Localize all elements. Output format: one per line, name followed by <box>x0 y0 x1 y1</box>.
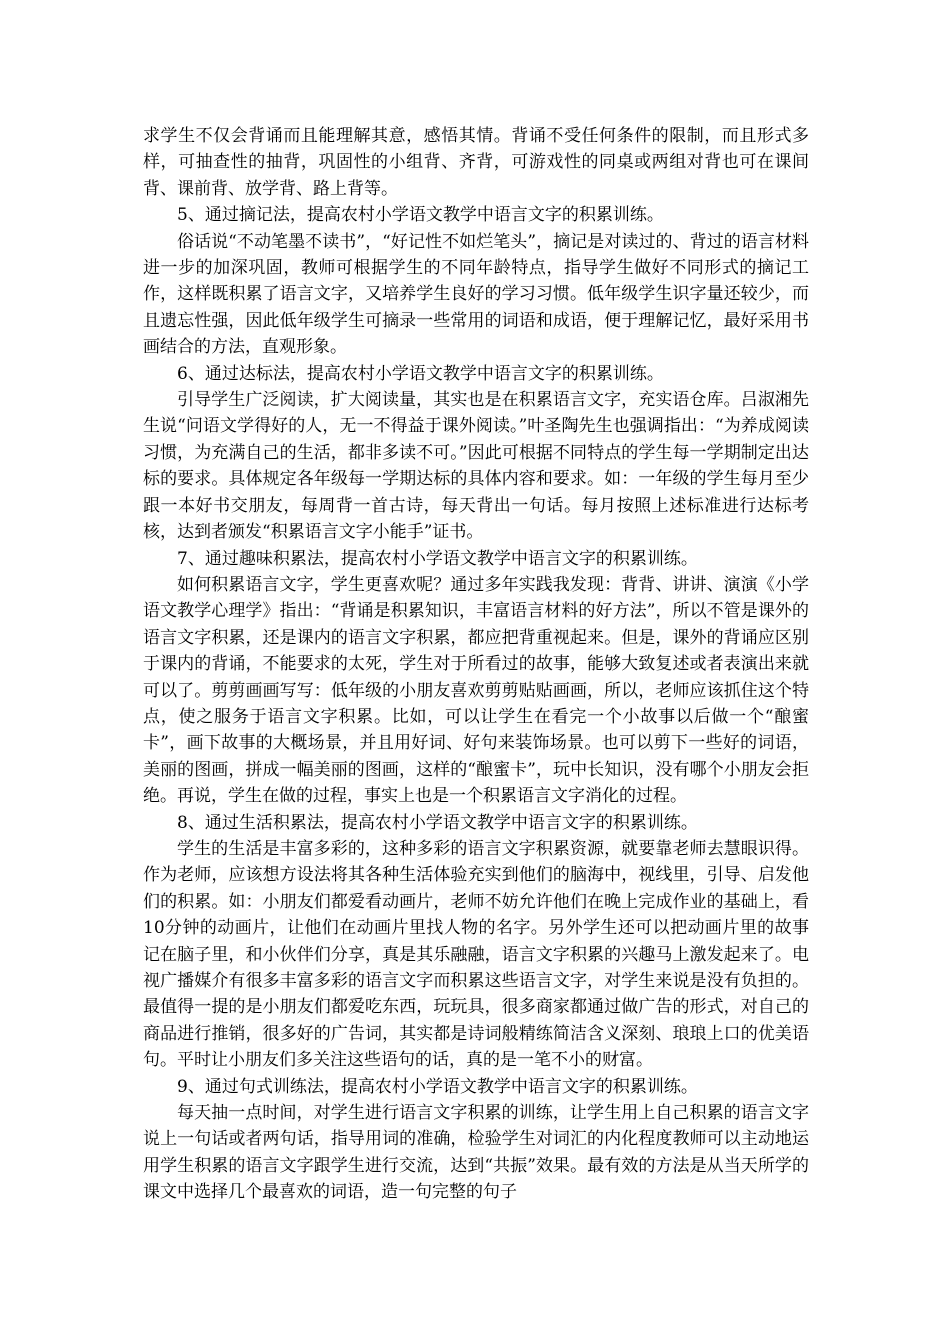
paragraph-fun-method: 如何积累语言文字，学生更喜欢呢？通过多年实践我发现：背背、讲讲、演演《小学语文教学心理学》指出：“背诵是积累知识，丰富语言材料的好方法”，所以不管是课外的语言文字积累，还是课内的语言文字积累，都应把背重视起来。但是，课外的背诵应区别于课内的背诵，不能要求的太死，学生对于所看过的故事，能够大致复述或者表演出来就可以了。剪剪画画写写：低年级的小朋友喜欢剪剪贴贴画画，所以，老师应该抓住这个特点，使之服务于语言文字积累。比如，可以让学生在看完一个小故事以后做一个“酿蜜卡”，画下故事的大概场景，并且用好词、好句来装饰场景。也可以剪下一些好的词语，美丽的图画，拼成一幅美丽的图画，这样的“酿蜜卡”，玩中长知识，没有哪个小朋友会拒绝。再说，学生在做的过程，事实上也是一个积累语言文字消化的过程。 <box>143 574 809 807</box>
heading-5-excerpt-method: 5、通过摘记法，提高农村小学语文教学中语言文字的积累训练。 <box>177 205 664 226</box>
document-body <box>143 123 809 1206</box>
paragraph-sentence-method: 每天抽一点时间，对学生进行语言文字积累的训练，让学生用上自己积累的语言文字说上一句话或者两句话，指导用词的准确，检验学生对词汇的内化程度教师可以主动地运用学生积累的语言文字跟学生进行交流，达到“共振”效果。最有效的方法是从当天所学的课文中选择几个最喜欢的词语，造一句完整的句子 <box>143 1103 809 1203</box>
heading-6-standard-method: 6、通过达标法，提高农村小学语文教学中语言文字的积累训练。 <box>177 363 664 384</box>
paragraph-life-method: 学生的生活是丰富多彩的，这种多彩的语言文字积累资源，就要靠老师去慧眼识得。作为老师，应该想方设法将其各种生活体验充实到他们的脑海中，视线里，引导、启发他们的积累。如：小朋友们都爱看动画片，老师不妨允许他们在晚上完成作业的基础上，看10分钟的动画片，让他们在动画片里找人物的名字。另外学生还可以把动画片里的故事记在脑子里，和小伙伴们分享，真是其乐融融，语言文字积累的兴趣马上激发起来了。电视广播媒介有很多丰富多彩的语言文字而积累这些语言文字，对学生来说是没有负担的。最值得一提的是小朋友们都爱吃东西，玩玩具，很多商家都通过做广告的形式，对自己的商品进行推销，很多好的广告词，其实都是诗词般精练简洁含义深刻、琅琅上口的优美语句。平时让小朋友们多关注这些语句的话，真的是一笔不小的财富。 <box>143 838 809 1071</box>
heading-7-fun-method: 7、通过趣味积累法，提高农村小学语文教学中语言文字的积累训练。 <box>177 548 698 569</box>
heading-8-life-method: 8、通过生活积累法，提高农村小学语文教学中语言文字的积累训练。 <box>177 812 698 833</box>
heading-9-sentence-method: 9、通过句式训练法，提高农村小学语文教学中语言文字的积累训练。 <box>177 1076 698 1097</box>
paragraph-excerpt-method: 俗话说“不动笔墨不读书”，“好记性不如烂笔头”，摘记是对读过的、背过的语言材料进一步的加深巩固，教师可根据学生的不同年龄特点，指导学生做好不同形式的摘记工作，这样既积累了语言文字，又培养学生良好的学习习惯。低年级学生识字量还较少，而且遗忘性强，因此低年级学生可摘录一些常用的词语和成语，便于理解记忆，最好采用书画结合的方法，直观形象。 <box>143 231 809 358</box>
paragraph-1: 求学生不仅会背诵而且能理解其意，感悟其情。背诵不受任何条件的限制，而且形式多样，可抽查性的抽背，巩固性的小组背、齐背，可游戏性的同桌或两组对背也可在课间背、课前背、放学背、路上背等。 <box>143 126 809 199</box>
paragraph-standard-method: 引导学生广泛阅读，扩大阅读量，其实也是在积累语言文字，充实语仓库。吕淑湘先生说“问语文学得好的人，无一不得益于课外阅读。”叶圣陶先生也强调指出：“为养成阅读习惯，为充满自己的生活，都非多读不可。”因此可根据不同特点的学生每一学期制定出达标的要求。具体规定各年级每一学期达标的具体内容和要求。如：一年级的学生每月至少跟一本好书交朋友，每周背一首古诗，每天背出一句话。每月按照上述标准进行达标考核，达到者颁发“积累语言文字小能手”证书。 <box>143 390 809 543</box>
